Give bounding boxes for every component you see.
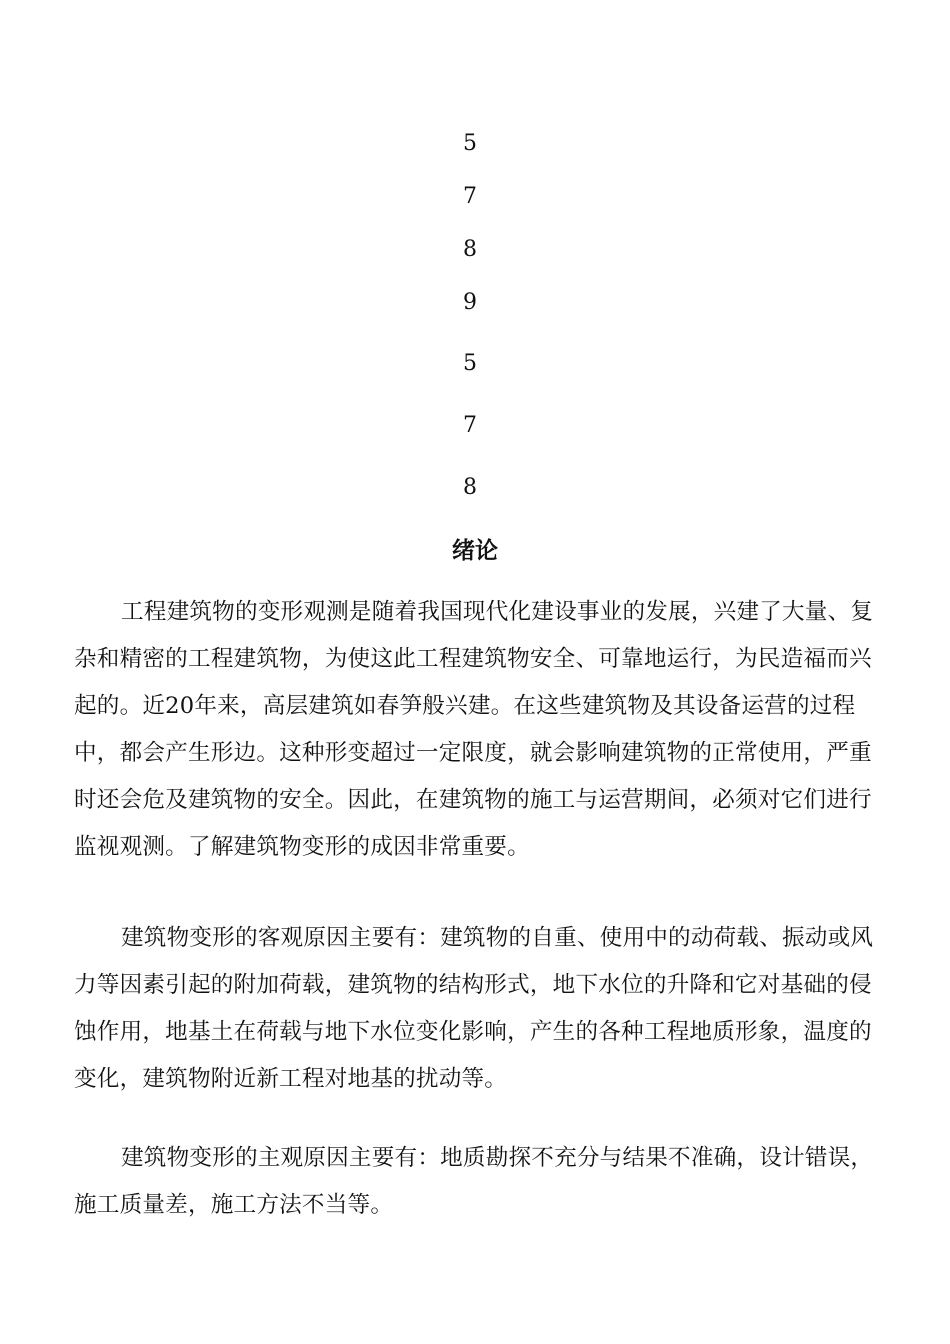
body-paragraph-1: 工程建筑物的变形观测是随着我国现代化建设事业的发展，兴建了大量、复杂和精密的工程建筑物，为使这此工程建筑物安全、可靠地运行，为民造福而兴起的。近20年来，高层建筑如春笋般兴建。在这些建筑物及其设备运营的过程中，都会产生形边。这种形变超过一定限度，就会影响建筑物的正常使用，严重时还会危及建筑物的安全。因此，在建筑物的施工与运营期间，必须对它们进行监视观测。了解建筑物变形的成因非常重要。	[74, 599, 874, 860]
toc-page-number: 5	[463, 351, 477, 376]
toc-page-number: 5	[463, 131, 477, 156]
toc-page-number: 7	[463, 413, 477, 438]
toc-page-number: 9	[463, 290, 477, 315]
section-heading: 绪论	[452, 538, 498, 564]
toc-page-number: 8	[463, 237, 477, 262]
toc-page-number: 7	[463, 184, 477, 209]
body-paragraph-3: 建筑物变形的主观原因主要有：地质勘探不充分与结果不准确，设计错误，施工质量差，施工方法不当等。	[74, 1145, 874, 1218]
toc-page-number: 8	[463, 475, 477, 500]
body-paragraph-2: 建筑物变形的客观原因主要有：建筑物的自重、使用中的动荷载、振动或风力等因素引起的附加荷载，建筑物的结构形式，地下水位的升降和它对基础的侵蚀作用，地基土在荷载与地下水位变化影响，产生的各种工程地质形象，温度的变化，建筑物附近新工程对地基的扰动等。	[74, 925, 874, 1092]
